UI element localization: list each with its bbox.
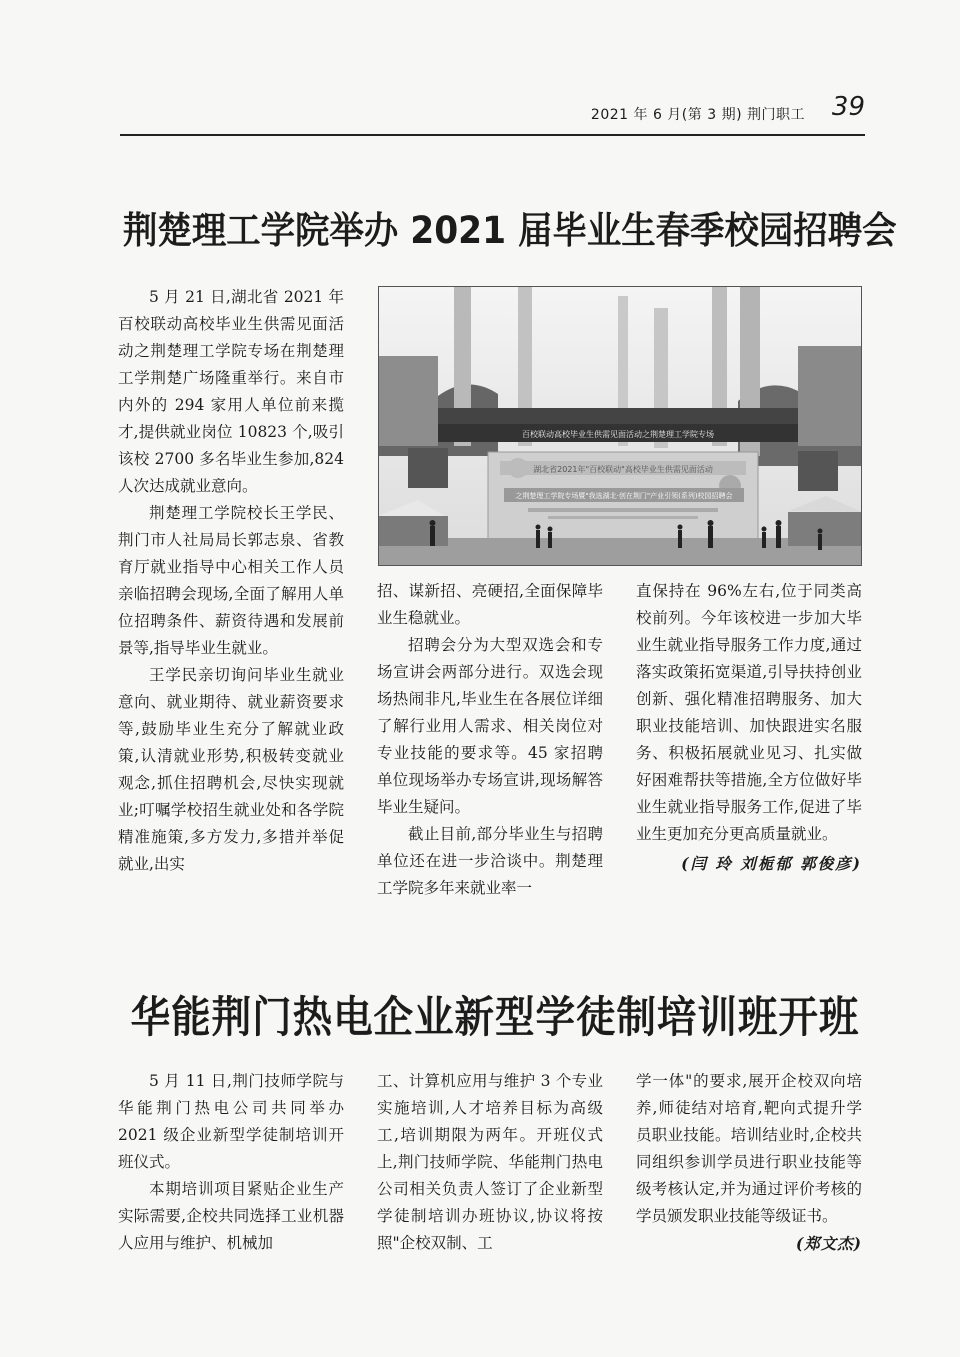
paragraph: 本期培训项目紧贴企业生产实际需要,企校共同选择工业机器人应用与维护、机械加 [118, 1180, 344, 1252]
photo-board-line1: 湖北省2021年"百校联动"高校毕业生供需见面活动 [533, 465, 713, 474]
article1-col1 [118, 284, 344, 878]
paragraph-text: 学一体"的要求,展开企校双向培养,师徒结对培育,靶向式提升学员职业技能。培训结业时,企校共同组织参训学员进行职业技能等级考核认定,并为通过评价考核的学员颁发职业技能等级证书。 [636, 1072, 862, 1225]
article1-photo [378, 286, 862, 566]
page-number: 39 [831, 92, 865, 122]
article2-title: 华能荆门热电企业新型学徒制培训班开班 [130, 993, 860, 1043]
paragraph: 5 月 21 日,湖北省 2021 年百校联动高校毕业生供需见面活动之荆楚理工学院专场在荆楚理工学荆楚广场隆重举行。来自市内外的 294 家用人单位前来揽才,提供就业岗位 10823 个,吸引该校 2700 多名毕业生参加,824 人次达成就业意向。 [118, 288, 344, 495]
issue-info: 2021 年 6 月(第 3 期) 荆门职工 [590, 107, 805, 123]
article2-col3 [636, 1068, 862, 1257]
article1-col3 [636, 578, 862, 877]
article1-col2 [377, 578, 603, 902]
page-header [120, 92, 865, 136]
article2-col1 [118, 1068, 344, 1257]
photo-board-line2: 之荆楚理工学院专场暨"我选湖北·创在荆门"产业引领(系列)校园招聘会 [515, 492, 733, 500]
paragraph: 直保持在 96%左右,位于同类高校前列。今年该校进一步加大毕业生就业指导服务工作力度,通过落实政策拓宽渠道,引导扶持创业创新、强化精准招聘服务、加大职业技能培训、加快跟进实名服务、积极拓展就业见习、扎实做好困难帮扶等措施,全方位做好毕业生就业指导服务工作,促进了毕业生更加充分更高质量就业。 [636, 582, 862, 843]
paragraph: 招聘会分为大型双选会和专场宣讲会两部分进行。双选会现场热闹非凡,毕业生在各展位详细了解行业用人需求、相关岗位对专业技能的要求等。45 家招聘单位现场举办专场宣讲,现场解答毕业生疑问。 [377, 636, 603, 816]
article1-byline: (闫 玲 刘栀郁 郭俊彦) [681, 854, 862, 873]
article2-col2 [377, 1068, 603, 1257]
paragraph: 荆楚理工学院校长王学民、荆门市人社局局长郭志泉、省教育厅就业指导中心相关工作人员亲临招聘会现场,全面了解用人单位招聘条件、薪资待遇和发展前景等,指导毕业生就业。 [118, 504, 344, 657]
paragraph: 5 月 11 日,荆门技师学院与华能荆门热电公司共同举办 2021 级企业新型学徒制培训开班仪式。 [118, 1072, 344, 1171]
job-fair-photo [378, 286, 862, 566]
paragraph [636, 1068, 862, 1253]
paragraph: 招、谋新招、亮硬招,全面保障毕业生稳就业。 [377, 582, 603, 627]
paragraph: 工、计算机应用与维护 3 个专业实施培训,人才培养目标为高级工,培训期限为两年。开班仪式上,荆门技师学院、华能荆门热电公司相关负责人签订了企业新型学徒制培训办班协议,协议将按照"企校双制、工 [377, 1072, 603, 1252]
paragraph: 王学民亲切询问毕业生就业意向、就业期待、就业薪资要求等,鼓励毕业生充分了解就业政策,认清就业形势,积极转变就业观念,抓住招聘机会,尽快实现就业;叮嘱学校招生就业处和各学院精准施策,多方发力,多措并举促就业,出实 [118, 666, 344, 873]
article2-byline: (郑文杰) [795, 1234, 862, 1253]
article1-title: 荆楚理工学院举办 2021 届毕业生春季校园招聘会 [123, 209, 897, 252]
paragraph: 截止目前,部分毕业生与招聘单位还在进一步洽谈中。荆楚理工学院多年来就业率一 [377, 825, 603, 897]
photo-banner-text: 百校联动高校毕业生供需见面活动之荆楚理工学院专场 [522, 430, 714, 439]
